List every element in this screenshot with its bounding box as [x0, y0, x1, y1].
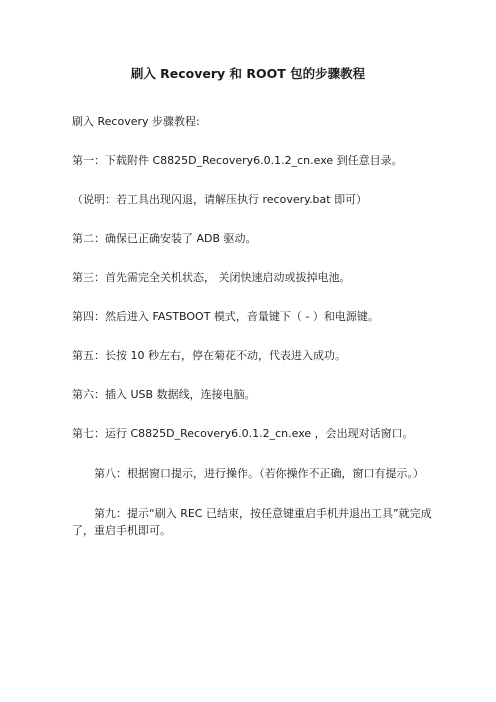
step-8: 第八：根据窗口提示，进行操作。（若你操作不正确，窗口有提示。）: [94, 467, 424, 480]
step-5: 第五：长按 10 秒左右，停在菊花不动，代表进入成功。: [72, 349, 346, 362]
step-3: 第三：首先需完全关机状态， 关闭快速启动或拔掉电池。: [72, 271, 351, 284]
step-6: 第六：插入 USB 数据线，连接电脑。: [72, 388, 256, 401]
step-7: 第七：运行 C8825D_Recovery6.0.1.2_cn.exe ，会出现对话窗口。: [72, 427, 414, 440]
step-1: 第一：下载附件 C8825D_Recovery6.0.1.2_cn.exe 到任意目录。: [72, 154, 403, 167]
step-1-note: （说明：若工具出现闪退，请解压执行 recovery.bat 即可）: [72, 193, 368, 206]
step-2: 第二：确保已正确安装了 ADB 驱动。: [72, 232, 257, 245]
step-9: 第九：提示“刷入 REC 已结束，按任意键重启手机并退出工具”就完成了，重启手机即可。: [72, 507, 432, 537]
page-title: 刷入 Recovery 和 ROOT 包的步骤教程: [130, 66, 366, 81]
step-4: 第四：然后进入 FASTBOOT 模式，音量键下（ - ）和电源键。: [72, 310, 379, 323]
intro-paragraph: 刷入 Recovery 步骤教程:: [72, 115, 200, 128]
document-body: [72, 114, 446, 562]
